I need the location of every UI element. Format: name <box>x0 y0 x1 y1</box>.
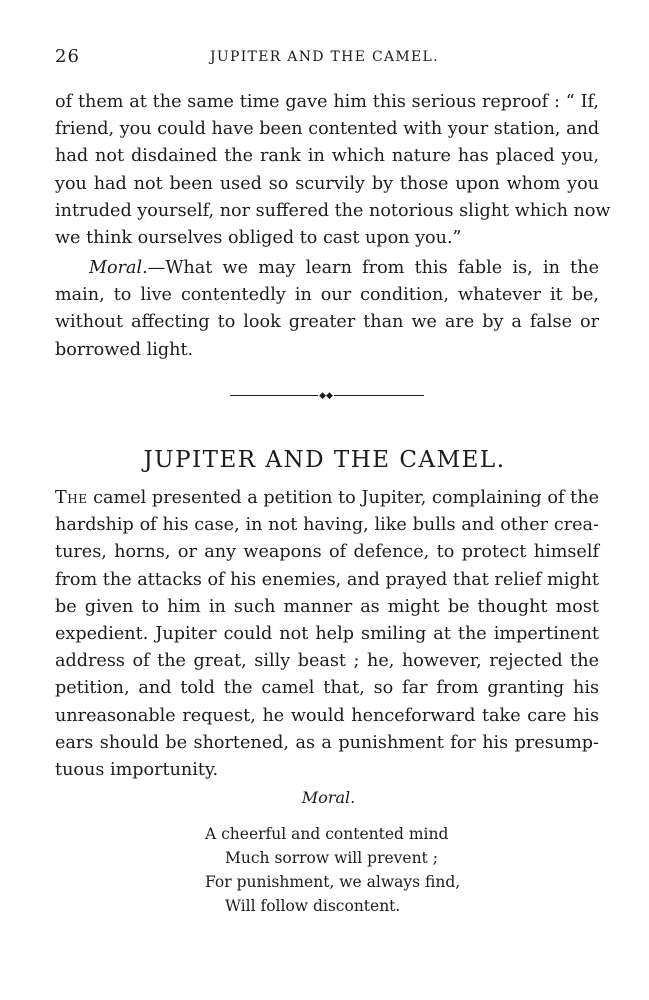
text-line: address of the great, silly beast ; he, however, rejected the <box>55 651 599 672</box>
moral-verse <box>205 822 505 918</box>
page-number: 26 <box>55 46 80 67</box>
text-line: you had not been used so scurvily by those upon whom you <box>55 173 599 194</box>
fable-first-line <box>55 485 599 512</box>
text-line: we think ourselves obliged to cast upon you.” <box>55 227 462 248</box>
text-line: tuous importunity. <box>55 759 219 780</box>
text-line: friend, you could have been contented with your station, and <box>55 119 600 140</box>
text-line: from the attacks of his enemies, and prayed that relief might <box>55 569 599 590</box>
text-line: main, to live contentedly in our condition, whatever it be, <box>55 285 599 306</box>
running-title: JUPITER AND THE CAMEL. <box>210 49 439 65</box>
fable-body <box>55 485 599 784</box>
divider-ornament-icon: ◆◆ <box>319 391 333 401</box>
text-line: had not disdained the rank in which nature has placed you, <box>55 146 599 167</box>
text-line: of them at the same time gave him this serious reproof : “ If, <box>55 92 599 112</box>
divider-rule-right <box>334 395 424 396</box>
verse-line: Will follow discontent. <box>225 897 401 915</box>
verse-line: Much sorrow will prevent ; <box>225 849 438 867</box>
verse-line: A cheerful and contented mind <box>205 825 449 843</box>
text-line: unreasonable request, he would henceforward take care his <box>55 705 599 726</box>
text-line: tures, horns, or any weapons of defence, to protect himself <box>55 542 599 563</box>
text-line: expedient. Jupiter could not help smiling at the impertinent <box>55 623 599 644</box>
first-line-text: camel presented a petition to Jupiter, complaining of the <box>87 488 599 508</box>
text-line: be given to him in such manner as might be thought most <box>55 596 599 617</box>
text-line: hardship of his case, in not having, like bulls and other crea- <box>55 515 599 536</box>
fable-title: JUPITER AND THE CAMEL. <box>143 447 506 473</box>
verse-line: For punishment, we always find, <box>205 873 461 891</box>
text-line: ears should be shortened, as a punishment for his presump- <box>55 732 599 753</box>
lead-word: The <box>55 488 88 508</box>
divider-rule-left <box>230 395 318 396</box>
text-line: borrowed light. <box>55 339 194 360</box>
running-header <box>55 46 599 70</box>
text-line: without affecting to look greater than we are by a false or <box>55 312 599 333</box>
text-line: petition, and told the camel that, so far from granting his <box>55 678 599 699</box>
moral-heading: Moral. <box>301 788 356 807</box>
moral-text: —What we may learn from this fable is, in the <box>147 258 599 278</box>
moral-first-line <box>55 255 599 282</box>
previous-fable-moral <box>55 255 599 364</box>
text-line: intruded yourself, nor suffered the notorious slight which now <box>55 200 611 221</box>
section-divider <box>230 390 424 402</box>
moral-label: Moral. <box>89 258 148 278</box>
previous-fable-ending <box>55 89 611 252</box>
